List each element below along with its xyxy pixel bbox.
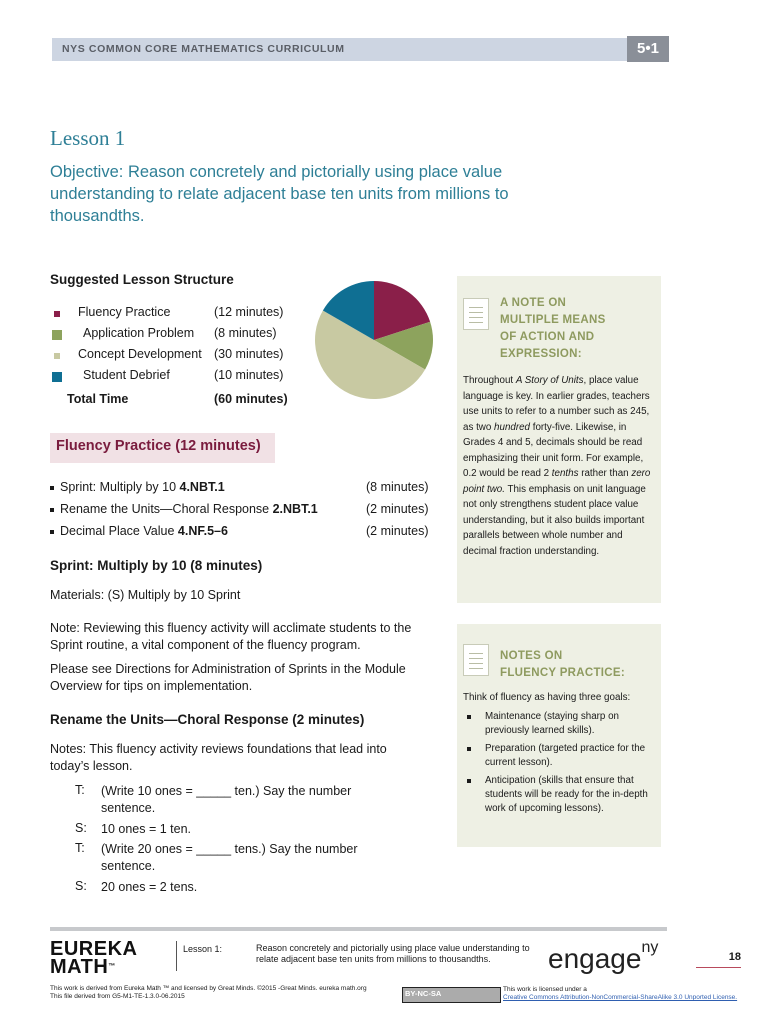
dialogue-speaker: T: xyxy=(75,841,85,855)
curriculum-title: NYS COMMON CORE MATHEMATICS CURRICULUM xyxy=(62,43,345,55)
fluency-item-time: (8 minutes) xyxy=(366,480,429,494)
logo-superscript: ny xyxy=(641,938,659,956)
logo-line: MATH xyxy=(50,956,109,978)
standard-code: 4.NF.5–6 xyxy=(177,524,228,538)
sidebar-notes-fluency xyxy=(457,624,661,847)
license-text: This work is licensed under a xyxy=(503,986,587,993)
footer-lesson-label: Lesson 1: xyxy=(183,944,223,954)
sidebar-emphasis: A Story of Units xyxy=(515,375,584,386)
sidebar-heading-line: FLUENCY PRACTICE: xyxy=(500,667,626,679)
lesson-title: Lesson 1 xyxy=(50,126,126,150)
legend-swatch xyxy=(54,353,60,359)
page-number: 18 xyxy=(728,951,741,963)
sidebar-heading-line: EXPRESSION: xyxy=(500,348,582,360)
sidebar-intro: Think of fluency as having three goals: xyxy=(463,692,631,703)
sidebar-text: Throughout xyxy=(463,375,516,386)
fluency-item xyxy=(50,502,318,516)
list-item xyxy=(463,774,653,816)
sidebar-text: forty-five. Likewise, in Grades 4 and 5, decimals should be read emphasizing their unit form. For example, 0.2 would be read 2 xyxy=(463,421,644,479)
dialogue-line: 10 ones = 1 ten. xyxy=(101,822,192,836)
fluency-item-text: Decimal Place Value xyxy=(60,524,178,538)
standard-code: 2.NBT.1 xyxy=(272,502,318,516)
sidebar-heading xyxy=(500,648,625,682)
fluency-item xyxy=(50,524,228,538)
dialogue-speaker: S: xyxy=(75,879,87,893)
footer-attribution: This work is derived from Eureka Math ™ and licensed by Great Minds. ©2015 -Great Minds. eureka math.org xyxy=(50,985,367,992)
fluency-goals-list xyxy=(463,710,653,820)
sidebar-text: This emphasis on unit language not only strengthens student place value understanding, but it also builds important parallels between whole number and decimal fraction understanding. xyxy=(463,483,646,557)
grade-module-badge: 5•1 xyxy=(627,36,669,62)
standard-code: 4.NBT.1 xyxy=(179,480,225,494)
fluency-item-time: (2 minutes) xyxy=(366,524,429,538)
sidebar-note-multiple-means xyxy=(457,276,661,603)
sidebar-body xyxy=(463,373,653,559)
structure-time: (30 minutes) xyxy=(214,347,284,361)
notepad-icon xyxy=(463,298,489,330)
sprint-note: Note: Reviewing this fluency activity will acclimate students to the Sprint routine, a vital component of the fluency program. xyxy=(50,621,412,652)
fluency-item xyxy=(50,480,225,494)
structure-label: Fluency Practice xyxy=(78,305,171,319)
dialogue-line: 20 ones = 2 tens. xyxy=(101,880,198,894)
legend-swatch xyxy=(54,311,60,317)
list-item-text: Anticipation (skills that ensure that students will be ready for the in-depth work of upcoming lessons). xyxy=(485,775,648,814)
sidebar-emphasis: tenths xyxy=(551,468,579,479)
logo-trademark: ™ xyxy=(108,963,116,970)
fluency-banner-title: Fluency Practice (12 minutes) xyxy=(56,438,261,454)
sidebar-heading-line: NOTES ON xyxy=(500,650,563,662)
sidebar-heading-line: OF ACTION AND xyxy=(500,331,595,343)
sidebar-heading-line: A NOTE ON xyxy=(500,297,567,309)
legend-swatch xyxy=(52,330,62,340)
sidebar-emphasis: zero point two. xyxy=(463,468,651,495)
sprint-heading: Sprint: Multiply by 10 (8 minutes) xyxy=(50,558,263,573)
list-item xyxy=(463,710,653,738)
structure-label: Student Debrief xyxy=(83,368,170,382)
sidebar-text: , place value language is key. In earlier grades, teachers use units to refer to a number such as 245, as two xyxy=(463,375,650,433)
cc-badge-label: BY-NC-SA xyxy=(405,989,442,998)
footer-rule xyxy=(50,927,667,931)
rename-notes: Notes: This fluency activity reviews foundations that lead into today’s lesson. xyxy=(50,742,387,773)
footer-separator xyxy=(176,941,177,971)
structure-time: (8 minutes) xyxy=(214,326,277,340)
total-time-value: (60 minutes) xyxy=(214,392,288,406)
structure-time: (12 minutes) xyxy=(214,305,284,319)
fluency-item-time: (2 minutes) xyxy=(366,502,429,516)
list-item xyxy=(463,742,653,770)
engageny-logo xyxy=(548,938,659,975)
legend-swatch xyxy=(52,372,62,382)
structure-time: (10 minutes) xyxy=(214,368,284,382)
footer-file-info: This file derived from G5-M1-TE-1.3.0-06.2015 xyxy=(50,993,185,1000)
footer-lesson-description: Reason concretely and pictorially using place value understanding to relate adjacent base ten units from millions to thousandths. xyxy=(256,943,530,964)
page-number-underline xyxy=(696,967,741,968)
logo-line: EUREKA xyxy=(50,938,138,960)
lesson-objective: Objective: Reason concretely and pictorially using place value understanding to relate adjacent base ten units from millions to thousandths. xyxy=(50,163,509,225)
structure-label: Concept Development xyxy=(78,347,202,361)
sidebar-emphasis: hundred xyxy=(494,421,531,433)
rename-heading: Rename the Units—Choral Response (2 minutes) xyxy=(50,712,365,727)
fluency-item-text: Sprint: Multiply by 10 xyxy=(60,480,180,494)
sprint-see-directions: Please see Directions for Administration of Sprints in the Module Overview for tips on implementation. xyxy=(50,662,406,693)
dialogue-line: (Write 20 ones = _____ tens.) Say the number sentence. xyxy=(101,842,358,873)
logo-text: engage xyxy=(548,943,642,974)
license-link[interactable]: Creative Commons Attribution-NonCommercial-ShareAlike 3.0 Unported License. xyxy=(503,994,738,1001)
structure-heading: Suggested Lesson Structure xyxy=(50,272,234,287)
list-item-text: Maintenance (staying sharp on previously learned skills). xyxy=(485,711,619,736)
dialogue-line: (Write 10 ones = _____ ten.) Say the number sentence. xyxy=(101,784,352,815)
sidebar-heading-line: MULTIPLE MEANS xyxy=(500,314,606,326)
sprint-materials: Materials: (S) Multiply by 10 Sprint xyxy=(50,588,241,602)
eureka-math-logo xyxy=(50,940,137,976)
notepad-icon xyxy=(463,644,489,676)
sidebar-text: rather than xyxy=(578,468,632,479)
lesson-structure-pie-chart xyxy=(313,278,435,402)
list-item-text: Preparation (targeted practice for the current lesson). xyxy=(485,743,646,768)
dialogue-speaker: T: xyxy=(75,783,85,797)
dialogue-speaker: S: xyxy=(75,821,87,835)
total-time-label: Total Time xyxy=(67,392,129,406)
sidebar-heading xyxy=(500,295,606,363)
structure-label: Application Problem xyxy=(83,326,195,340)
fluency-item-text: Rename the Units—Choral Response xyxy=(60,502,273,516)
